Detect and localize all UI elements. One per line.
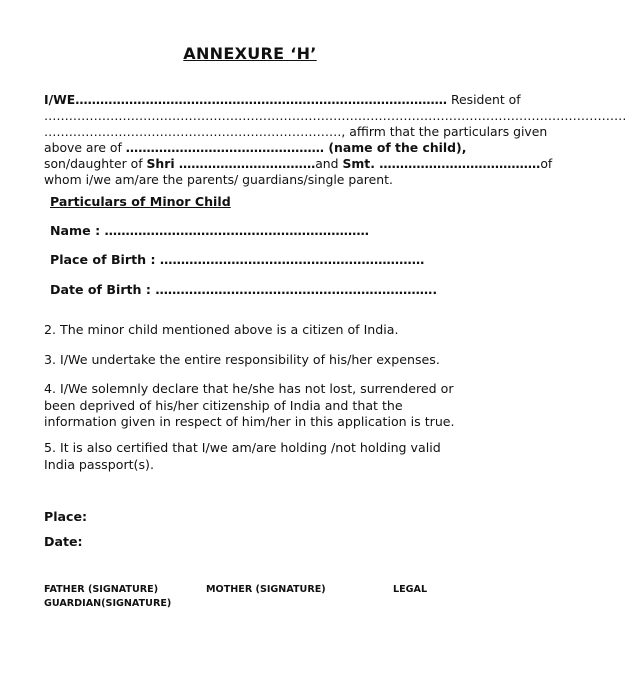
date-of-birth-field: Date of Birth : …………………………………………………………. bbox=[50, 282, 438, 297]
guardian-signature-label: GUARDIAN(SIGNATURE) bbox=[44, 598, 172, 609]
page-title: ANNEXURE ‘H’ bbox=[183, 44, 317, 63]
child-name-blank: ………………………………………… (name of the child), bbox=[125, 140, 467, 155]
place-of-birth-field: Place of Birth : ……………………………………………………… bbox=[50, 252, 425, 267]
declaration-intro bbox=[44, 92, 626, 188]
son-daughter-label: son/daughter of bbox=[44, 156, 147, 171]
clause-4: 4. I/We solemnly declare that he/she has not lost, surrendered or been deprived of his/her citizenship of India and that the information given in respect of him/her in this application is true. bbox=[44, 381, 455, 429]
clause-5: 5. It is also certified that I/we am/are holding /not holding valid India passport(s). bbox=[44, 440, 441, 472]
mother-signature-label: MOTHER (SIGNATURE) bbox=[206, 584, 326, 595]
intro-line-5 bbox=[44, 156, 553, 172]
place-label: Place: bbox=[44, 509, 88, 524]
clause-2: 2. The minor child mentioned above is a citizen of India. bbox=[44, 322, 399, 337]
intro-line-4 bbox=[44, 140, 467, 156]
father-signature-label: FATHER (SIGNATURE) bbox=[44, 584, 159, 595]
legal-label: LEGAL bbox=[393, 584, 428, 595]
date-label: Date: bbox=[44, 534, 83, 549]
intro-line-3: ………………………………………………………………, affirm that the particulars given bbox=[44, 124, 548, 139]
intro-line-6: whom i/we am/are the parents/ guardians/single parent. bbox=[44, 172, 393, 187]
particulars-heading: Particulars of Minor Child bbox=[50, 194, 231, 209]
clause-3: 3. I/We undertake the entire responsibility of his/her expenses. bbox=[44, 352, 440, 367]
and-label: and bbox=[315, 156, 343, 171]
above-are-of-label: above are of bbox=[44, 140, 126, 155]
resident-of-label: Resident of bbox=[447, 92, 521, 107]
father-name-blank: Shri …………………………… bbox=[146, 156, 316, 171]
i-we-blank: I/WE……………………………………………………………………………… bbox=[44, 92, 447, 107]
mother-name-blank: Smt. ………………………………… bbox=[342, 156, 541, 171]
of-label: of bbox=[540, 156, 553, 171]
intro-line-1 bbox=[44, 92, 521, 108]
child-name-field: Name : ……………………………………………………… bbox=[50, 223, 369, 238]
intro-line-2: …………………………………………………………………………………………………………………………… bbox=[44, 108, 626, 123]
